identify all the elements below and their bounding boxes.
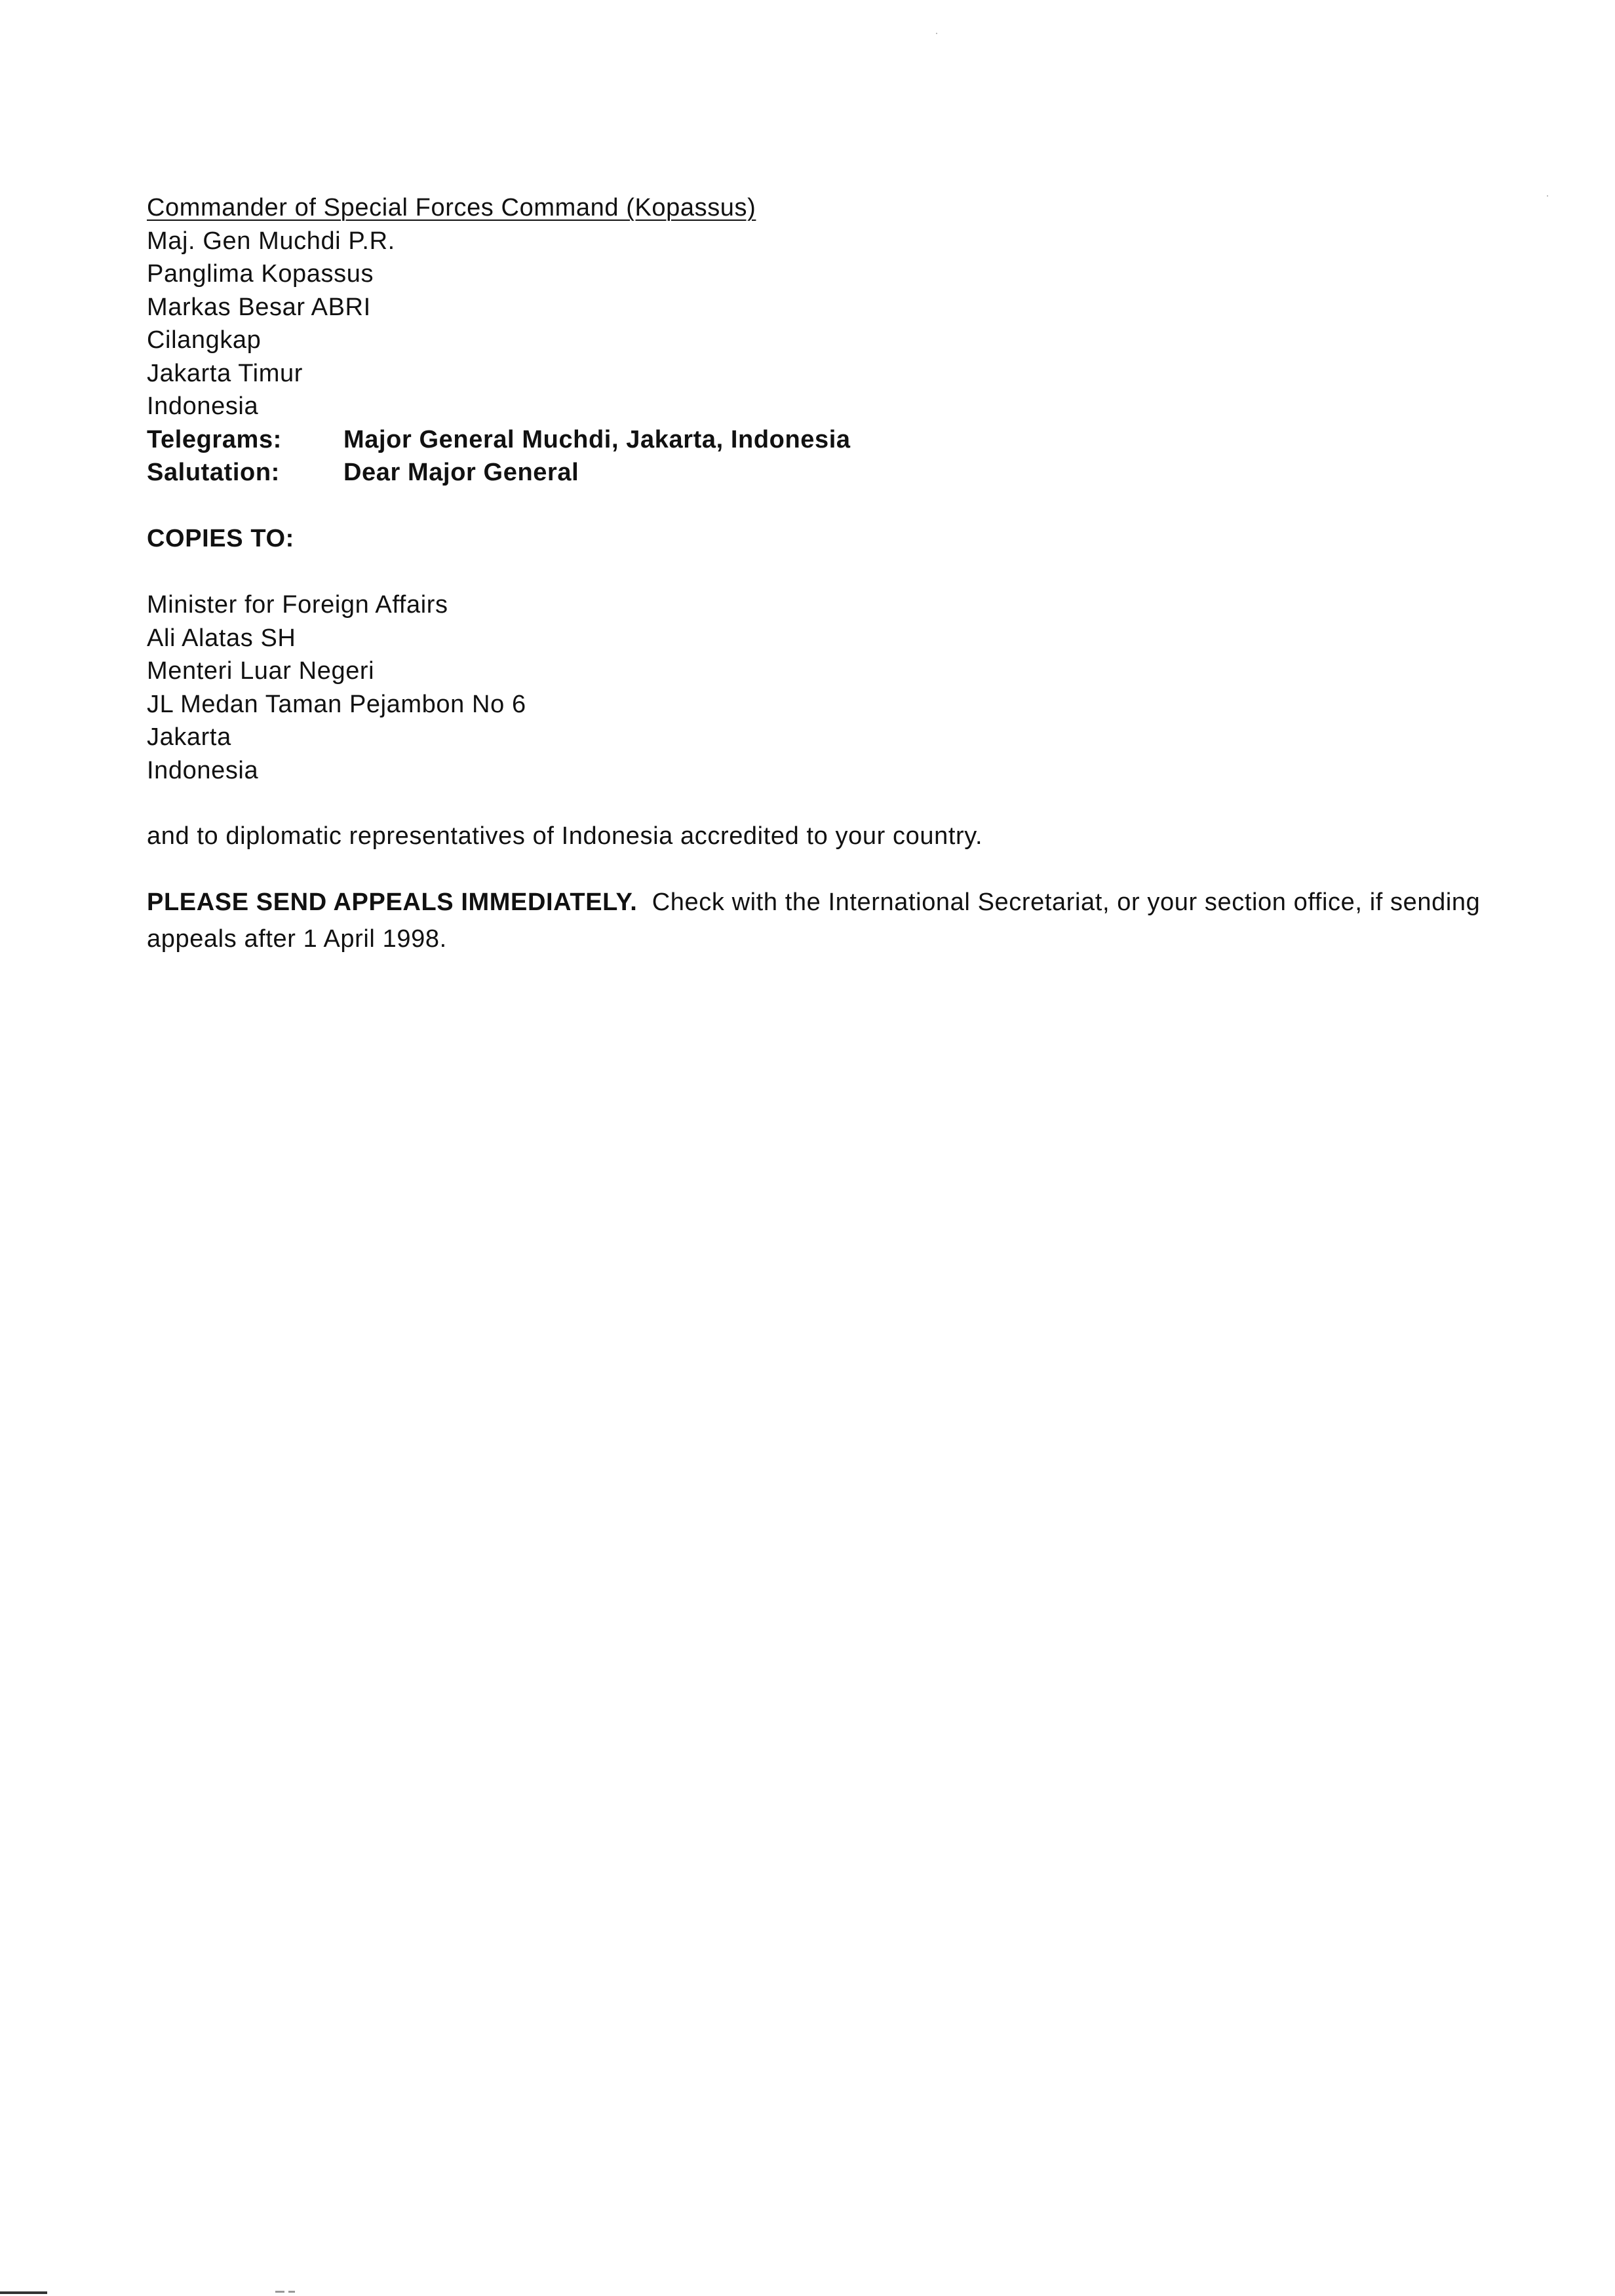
diplomatic-note: and to diplomatic representatives of Indonesia accredited to your country. [147, 822, 983, 850]
recipient-address-line: Cilangkap [147, 326, 262, 354]
scan-edge-mark [275, 2291, 284, 2293]
recipient-address-line: Panglima Kopassus [147, 260, 374, 288]
recipient-title: Commander of Special Forces Command (Kopassus) [147, 194, 756, 221]
recipient-address-line: Markas Besar ABRI [147, 293, 371, 321]
telegrams-label: Telegrams: [147, 425, 282, 453]
scan-edge-mark [0, 2291, 47, 2294]
copies-address-line: Jakarta [147, 723, 231, 751]
telegrams-row [147, 423, 1523, 457]
scan-speck [936, 33, 937, 34]
salutation-row [147, 456, 1523, 489]
appeal-paragraph [147, 884, 1520, 957]
copies-heading: COPIES TO: [147, 524, 294, 552]
appeal-text: Check with the International Secretariat, or your section office, if sending appeals after 1 April 1998. [147, 888, 1481, 953]
spacer [147, 489, 1523, 522]
copies-address-line: Indonesia [147, 756, 259, 784]
copies-address-line: Menteri Luar Negeri [147, 657, 375, 685]
spacer [147, 555, 1523, 588]
recipient-address-line: Jakarta Timur [147, 359, 303, 387]
copies-address-line: Ali Alatas SH [147, 624, 296, 652]
appeal-lead: PLEASE SEND APPEALS IMMEDIATELY. [147, 888, 638, 916]
recipient-address-line: Indonesia [147, 392, 259, 420]
scan-edge-mark [288, 2291, 295, 2293]
salutation-label: Salutation: [147, 459, 280, 486]
copies-address-line: Minister for Foreign Affairs [147, 591, 448, 619]
scan-speck [1547, 195, 1548, 197]
salutation-value: Dear Major General [343, 459, 579, 486]
letter-body [147, 191, 1523, 957]
copies-address-line: JL Medan Taman Pejambon No 6 [147, 690, 526, 718]
spacer [147, 787, 1523, 820]
telegrams-value: Major General Muchdi, Jakarta, Indonesia [343, 425, 851, 453]
recipient-address-line: Maj. Gen Muchdi P.R. [147, 227, 395, 255]
spacer [147, 853, 1523, 884]
